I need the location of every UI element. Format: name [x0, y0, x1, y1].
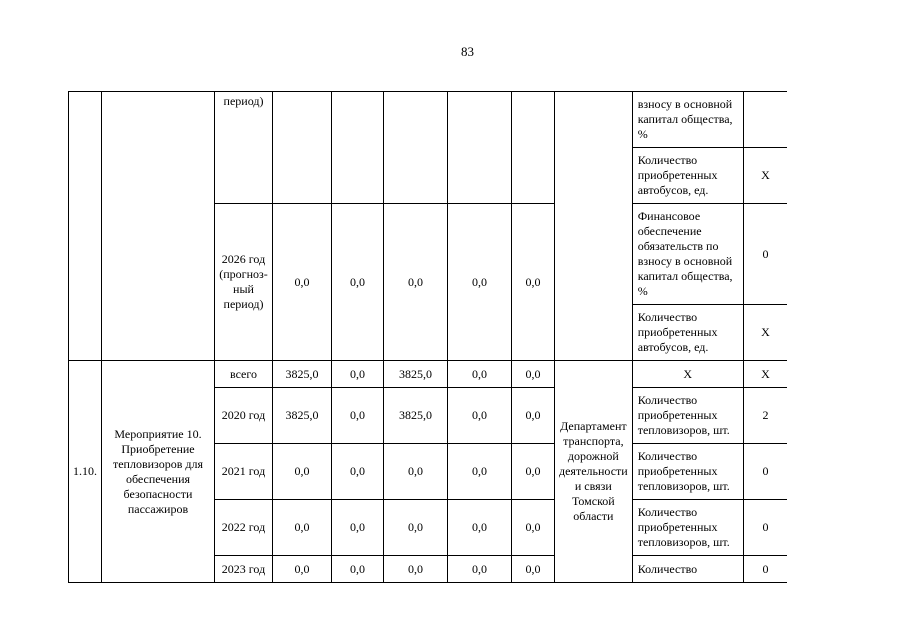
indicator-cell: X [632, 361, 743, 388]
indicator-value-cell: X [743, 148, 787, 204]
value-cell: 0,0 [512, 361, 555, 388]
value-cell: 0,0 [512, 204, 555, 361]
value-cell: 0,0 [384, 204, 448, 361]
name-cell-empty [102, 92, 215, 361]
value-cell: 0,0 [448, 444, 512, 500]
indicator-value-cell: 0 [743, 500, 787, 556]
period-cell: 2023 год [215, 556, 273, 583]
indicator-cell: Количество приобретенных тепловизоров, шт. [632, 388, 743, 444]
value-cell: 0,0 [384, 444, 448, 500]
value-cell: 0,0 [512, 444, 555, 500]
value-cell: 0,0 [332, 444, 384, 500]
indicator-value-cell: 0 [743, 556, 787, 583]
value-cell: 0,0 [273, 500, 332, 556]
indicator-value-cell: X [743, 305, 787, 361]
indicator-value-cell: 0 [743, 204, 787, 305]
program-table [68, 91, 787, 583]
value-cell: 0,0 [448, 556, 512, 583]
measure-name: Мероприятие 10. Приобретение тепловизоров для обеспечения безопасности пассажиров [102, 361, 215, 583]
period-cell: 2026 год (прогноз-ный период) [215, 204, 273, 361]
period-cell: всего [215, 361, 273, 388]
page-number: 83 [461, 44, 474, 59]
measure-number: 1.10. [69, 361, 102, 583]
value-cell: 0,0 [448, 361, 512, 388]
indicator-cell: Количество приобретенных автобусов, ед. [632, 305, 743, 361]
value-cell: 0,0 [512, 500, 555, 556]
number-cell-empty [69, 92, 102, 361]
value-cell: 0,0 [448, 388, 512, 444]
indicator-cell: Финансовое обеспечение обязательств по взносу в основной капитал общества, % [632, 204, 743, 305]
value-cell: 0,0 [448, 204, 512, 361]
value-cell: 0,0 [273, 444, 332, 500]
period-cell: 2020 год [215, 388, 273, 444]
table-row [69, 361, 788, 388]
value-cell [512, 92, 555, 204]
value-cell: 0,0 [512, 388, 555, 444]
value-cell: 0,0 [384, 556, 448, 583]
value-cell [273, 92, 332, 204]
value-cell: 0,0 [332, 556, 384, 583]
value-cell: 0,0 [332, 388, 384, 444]
period-cell: период) [215, 92, 273, 204]
table-row [69, 92, 788, 148]
value-cell: 3825,0 [384, 388, 448, 444]
value-cell: 0,0 [332, 500, 384, 556]
value-cell [332, 92, 384, 204]
value-cell: 0,0 [384, 500, 448, 556]
value-cell: 0,0 [332, 361, 384, 388]
value-cell: 0,0 [273, 204, 332, 361]
value-cell: 0,0 [273, 556, 332, 583]
indicator-cell: Количество приобретенных тепловизоров, шт. [632, 500, 743, 556]
value-cell [448, 92, 512, 204]
executor-cell: Департамент транспорта, дорожной деятельности и связи Томской области [555, 361, 633, 583]
value-cell [384, 92, 448, 204]
indicator-cell: взносу в основной капитал общества, % [632, 92, 743, 148]
indicator-cell: Количество приобретенных автобусов, ед. [632, 148, 743, 204]
executor-cell-empty [555, 92, 633, 361]
value-cell: 3825,0 [273, 361, 332, 388]
indicator-cell: Количество [632, 556, 743, 583]
value-cell: 3825,0 [273, 388, 332, 444]
period-cell: 2022 год [215, 500, 273, 556]
indicator-value-cell: 2 [743, 388, 787, 444]
value-cell: 0,0 [448, 500, 512, 556]
indicator-cell: Количество приобретенных тепловизоров, шт. [632, 444, 743, 500]
indicator-value-cell [743, 92, 787, 148]
indicator-value-cell: 0 [743, 444, 787, 500]
value-cell: 0,0 [332, 204, 384, 361]
value-cell: 0,0 [512, 556, 555, 583]
period-cell: 2021 год [215, 444, 273, 500]
indicator-value-cell: X [743, 361, 787, 388]
value-cell: 3825,0 [384, 361, 448, 388]
